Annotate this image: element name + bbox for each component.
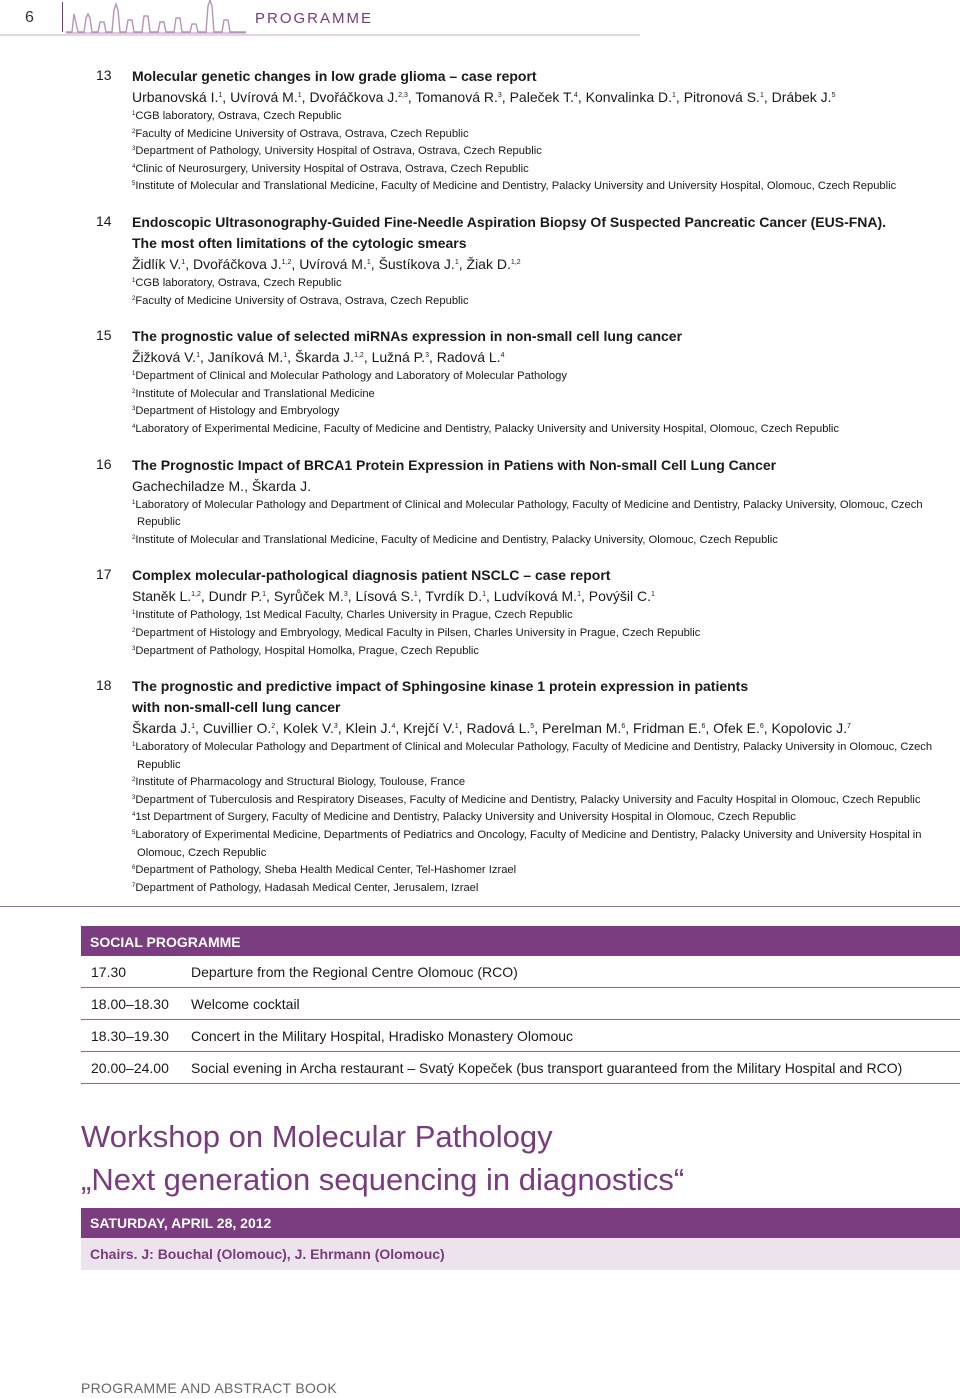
social-table-bottom-rule: [81, 1083, 960, 1084]
entry-title: The prognostic and predictive impact of Sphingosine kinase 1 protein expression in patients: [132, 678, 749, 695]
author-affiliation-mark: 1: [672, 92, 676, 99]
programme-entries: [0, 66, 960, 913]
author-name: Škarda J.: [251, 477, 311, 494]
author-name: Paleček T.: [509, 89, 574, 105]
event-description: Departure from the Regional Centre Olomouc (RCO): [191, 963, 518, 980]
entry-number: 18: [96, 677, 112, 694]
workshop-subtitle: „Next generation sequencing in diagnostics“: [81, 1162, 685, 1197]
affiliation-number: 3: [132, 645, 136, 652]
affiliation: [132, 386, 948, 404]
author-name: Drábek J.: [771, 89, 832, 105]
affiliation: [132, 293, 948, 311]
entry-title: The most often limitations of the cytologic smears: [132, 234, 467, 251]
affiliation: [132, 792, 948, 810]
affiliation-text: Department of Pathology, Hospital Homolka, Prague, Czech Republic: [135, 644, 480, 657]
entry-title: The Prognostic Impact of BRCA1 Protein Expression in Patiens with Non-small Cell Lung Cancer: [132, 456, 777, 473]
author-affiliation-mark: 5: [831, 92, 836, 99]
event-description: Concert in the Military Hospital, Hradisko Monastery Olomouc: [191, 1027, 574, 1044]
affiliation-number: 1: [132, 277, 136, 284]
affiliation-text: Department of Clinical and Molecular Pathology and Laboratory of Molecular Pathology: [135, 370, 567, 383]
entry-title: Molecular genetic changes in low grade glioma – case report: [132, 68, 537, 84]
author-affiliation-mark: 6: [701, 723, 706, 731]
affiliation-number: 1: [132, 111, 136, 117]
programme-entry: [0, 66, 960, 196]
affiliation: [132, 809, 948, 827]
entry-body: [132, 326, 948, 438]
author-name: Staněk L.: [132, 588, 192, 605]
programme-entry: [0, 676, 960, 897]
author-name: Povýšil C.: [588, 588, 651, 605]
entry-title: Complex molecular-pathological diagnosis patient NSCLC – case report: [132, 567, 611, 584]
author-name: Radová L.: [466, 720, 531, 737]
author-affiliation-mark: 1: [577, 591, 581, 599]
event-time: 20.00–24.00: [91, 1059, 169, 1076]
entry-authors: Staněk L.$^{1,2}$, Dundr P.$^1$, Syrůček M.$^3$, Lísová S.$^1$, Tvrdík D.$^1$, Ludvíková M.$^1$, Povýšil C.$^1$: [132, 588, 655, 605]
affiliation: [132, 126, 948, 144]
affiliation-number: 1: [132, 610, 136, 617]
author-name: Lísová S.: [355, 588, 414, 605]
author-affiliation-mark: 1: [366, 258, 371, 266]
workshop-title: Workshop on Molecular Pathology: [81, 1119, 553, 1154]
author-name: Tomanová R.: [415, 89, 498, 105]
author-name: Syrůček M.: [273, 588, 344, 605]
affiliation-number: 1: [132, 371, 136, 378]
affiliation: [132, 497, 948, 532]
author-affiliation-mark: 1: [196, 352, 200, 360]
author-name: Uvírová M.: [230, 89, 298, 105]
author-affiliation-mark: 1: [482, 591, 487, 599]
author-name: Klein J.: [345, 720, 392, 737]
author-affiliation-mark: 1: [297, 92, 302, 99]
affiliation-number: 2: [132, 388, 136, 395]
programme-entry: [0, 212, 960, 310]
author-name: Škarda J.: [294, 349, 355, 366]
entry-body: [132, 565, 948, 660]
social-programme-row: [81, 1052, 960, 1083]
author-affiliation-mark: 1: [218, 92, 223, 99]
affiliation: [132, 607, 948, 625]
event-time: 18.00–18.30: [91, 995, 169, 1012]
affiliation: [132, 161, 948, 179]
author-affiliation-mark: 3: [425, 352, 429, 360]
author-affiliation-mark: 3: [497, 92, 502, 99]
author-name: Konvalinka D.: [585, 89, 672, 105]
author-affiliation-mark: 1: [759, 92, 764, 99]
affiliation-number: 2: [132, 295, 136, 302]
author-name: Ofek E.: [713, 720, 760, 737]
affiliation-text: Department of Pathology, Hadasah Medical Center, Jerusalem, Izrael: [135, 881, 479, 894]
affiliation-text: Department of Tuberculosis and Respiratory Diseases, Faculty of Medicine and Dentistry, Palacky University and Faculty Hospital in Olomouc, Czech Republic: [135, 793, 921, 806]
affiliation: [132, 827, 948, 862]
entry-authors: Gachechiladze M., Škarda J.: [132, 477, 311, 494]
author-affiliation-mark: 1: [413, 591, 418, 599]
author-name: Kolek V.: [282, 720, 334, 737]
affiliation-text: Laboratory of Molecular Pathology and Department of Clinical and Molecular Pathology, Faculty of Medicine and Dentistry, Palacky University, Olomouc, Czech Republic: [135, 498, 923, 529]
affiliation-text: Department of Pathology, Sheba Health Medical Center, Tel-Hashomer Izrael: [135, 864, 517, 877]
affiliation-text: Laboratory of Molecular Pathology and Department of Clinical and Molecular Pathology, Faculty of Medicine and Dentistry, Palacky University in Olomouc, Czech Republic: [135, 741, 933, 771]
affiliation-text: Clinic of Neurosurgery, University Hospital of Ostrava, Ostrava, Czech Republic: [135, 162, 529, 175]
author-name: Žiak D.: [466, 255, 511, 272]
affiliation: [132, 143, 948, 161]
author-affiliation-mark: 1,2: [281, 258, 292, 266]
author-name: Škarda J.: [132, 720, 192, 737]
author-name: Pitronová S.: [683, 89, 760, 105]
social-programme-table: [81, 956, 960, 1083]
author-affiliation-mark: 4: [573, 92, 578, 99]
affiliation-number: 2: [132, 534, 136, 541]
affiliation-number: 1: [132, 742, 136, 749]
affiliation: [132, 625, 948, 643]
affiliation-text: Institute of Molecular and Translational Medicine, Faculty of Medicine and Dentistry, Palacky University and University Hospital, Olomouc, Czech Republic: [135, 180, 897, 193]
author-affiliation-mark: 1: [181, 258, 186, 266]
author-affiliation-mark: 1,2: [191, 591, 201, 599]
entry-number: 13: [96, 67, 112, 83]
affiliation-text: Institute of Molecular and Translational Medicine: [135, 387, 375, 400]
entry-body: [132, 66, 948, 196]
affiliation-number: 7: [132, 882, 136, 889]
affiliation-number: 6: [132, 865, 136, 872]
affiliation-text: Institute of Pathology, 1st Medical Faculty, Charles University in Prague, Czech Republic: [135, 609, 573, 622]
affiliation-number: 4: [132, 163, 136, 170]
affiliation-number: 5: [132, 830, 136, 837]
affiliation-number: 2: [132, 627, 136, 634]
affiliation: [132, 643, 948, 661]
affiliation: [132, 739, 948, 774]
author-name: Urbanovská I.: [132, 89, 219, 105]
entry-number: 14: [96, 212, 112, 229]
entry-authors: Škarda J.$^1$, Cuvillier O.$^2$, Kolek V.$^3$, Klein J.$^4$, Krejčí V.$^1$, Radová L.$^5$, Perelman M.$^6$, Fridman E.$^6$, Ofek E.$^6$, Kopolovic J.$^7$: [132, 720, 851, 737]
entry-body: [132, 676, 948, 897]
entry-number: 17: [96, 566, 112, 583]
author-affiliation-mark: 1: [650, 591, 655, 599]
social-programme-row: [81, 1020, 960, 1052]
author-name: Janíková M.: [207, 349, 284, 366]
author-affiliation-mark: 1: [454, 258, 459, 266]
programme-entry: [0, 565, 960, 660]
author-name: Dvořáčkova J.: [192, 255, 282, 272]
author-affiliation-mark: 2,3: [398, 92, 408, 99]
author-affiliation-mark: 5: [530, 723, 535, 731]
entry-authors: Žižková V.$^1$, Janíková M.$^1$, Škarda J.$^{1,2}$, Lužná P.$^3$, Radová L.$^4$: [132, 349, 505, 366]
author-affiliation-mark: 1,2: [510, 258, 521, 266]
author-name: Lužná P.: [371, 349, 426, 366]
affiliation-text: Laboratory of Experimental Medicine, Faculty of Medicine and Dentistry, Palacky University and University Hospital, Olomouc, Czech Republic: [135, 422, 840, 435]
author-name: Cuvillier O.: [202, 720, 272, 737]
entry-number: 15: [96, 327, 112, 344]
author-affiliation-mark: 4: [500, 352, 505, 360]
affiliation: [132, 178, 948, 196]
author-name: Fridman E.: [633, 720, 702, 737]
affiliation-number: 2: [132, 777, 136, 784]
author-name: Žižková V.: [132, 349, 197, 366]
author-affiliation-mark: 1: [191, 723, 196, 731]
affiliation: [132, 532, 948, 550]
author-affiliation-mark: 3: [333, 723, 338, 731]
affiliation-number: 3: [132, 406, 136, 413]
entry-body: [132, 455, 948, 550]
author-name: Perelman M.: [541, 720, 622, 737]
affiliation-text: Institute of Molecular and Translational Medicine, Faculty of Medicine and Dentistry, Palacky University, Olomouc, Czech Republic: [135, 533, 778, 546]
programme-entry: [0, 455, 960, 550]
entry-authors: Urbanovská I.$^1$, Uvírová M.$^1$, Dvořáčkova J.$^{2,3}$, Tomanová R.$^3$, Paleček T.$^4$, Konvalinka D.$^1$, Pitronová S.$^1$, Drábek J.$^5$: [132, 89, 836, 105]
social-programme-heading: SOCIAL PROGRAMME: [81, 926, 960, 956]
affiliation: [132, 862, 948, 880]
entry-title: The prognostic value of selected miRNAs expression in non-small cell lung cancer: [132, 328, 683, 345]
affiliation-text: CGB laboratory, Ostrava, Czech Republic: [135, 110, 342, 122]
event-time: 18.30–19.30: [91, 1027, 169, 1044]
affiliation-text: CGB laboratory, Ostrava, Czech Republic: [135, 276, 342, 289]
affiliation-number: 3: [132, 794, 136, 801]
author-name: Uvírová M.: [299, 255, 367, 272]
author-affiliation-mark: 7: [847, 723, 851, 731]
author-name: Tvrdík D.: [425, 588, 483, 605]
event-description: Welcome cocktail: [191, 995, 300, 1012]
author-affiliation-mark: 1: [283, 352, 288, 360]
author-name: Ludvíková M.: [493, 588, 578, 605]
author-affiliation-mark: 6: [759, 723, 764, 731]
entry-authors: Židlík V.$^1$, Dvořáčkova J.$^{1,2}$, Uvírová M.$^1$, Šustíkova J.$^1$, Žiak D.$^{1,2}$: [132, 255, 521, 272]
programme-entry: [0, 326, 960, 438]
author-name: Gachechiladze M.: [132, 477, 245, 494]
author-name: Radová L.: [436, 349, 501, 366]
affiliation-number: 3: [132, 146, 136, 153]
header-rule: [0, 0, 960, 40]
affiliation-text: Institute of Pharmacology and Structural Biology, Toulouse, France: [135, 776, 466, 789]
affiliation-number: 4: [132, 423, 136, 430]
affiliation: [132, 275, 948, 293]
author-name: Dvořáčkova J.: [309, 89, 399, 105]
affiliation: [132, 368, 948, 386]
affiliation-number: 2: [132, 128, 136, 135]
affiliation-text: Department of Pathology, University Hospital of Ostrava, Ostrava, Czech Republic: [135, 145, 542, 158]
page-number: 6: [25, 9, 34, 26]
author-affiliation-mark: 4: [391, 723, 396, 731]
social-programme-row: [81, 988, 960, 1020]
affiliation: [132, 774, 948, 792]
session-chairs: Chairs. J: Bouchal (Olomouc), J. Ehrmann (Olomouc): [81, 1238, 960, 1270]
author-affiliation-mark: 1: [262, 591, 267, 599]
affiliation-text: Department of Histology and Embryology, Medical Faculty in Pilsen, Charles University in Prague, Czech Republic: [135, 626, 701, 639]
page-header: [0, 0, 960, 40]
entry-title: Endoscopic Ultrasonography-Guided Fine-Needle Aspiration Biopsy Of Suspected Pancreatic Cancer (EUS-FNA).: [132, 213, 887, 230]
author-affiliation-mark: 6: [621, 723, 626, 731]
author-affiliation-mark: 3: [343, 591, 348, 599]
entry-number: 16: [96, 455, 112, 472]
event-description: Social evening in Archa restaurant – Svatý Kopeček (bus transport guaranteed from the Military Hospital and RCO): [191, 1059, 903, 1076]
affiliation-text: Faculty of Medicine University of Ostrava, Ostrava, Czech Republic: [135, 127, 469, 140]
affiliation-number: 1: [132, 499, 136, 506]
section-divider: [0, 906, 960, 907]
author-affiliation-mark: 2: [271, 723, 276, 731]
footer-text: PROGRAMME AND ABSTRACT BOOK: [81, 1380, 337, 1396]
event-time: 17.30: [91, 963, 127, 980]
day-heading: SATURDAY, APRIL 28, 2012: [81, 1208, 960, 1238]
affiliation-text: Faculty of Medicine University of Ostrava, Ostrava, Czech Republic: [135, 294, 469, 307]
author-affiliation-mark: 1: [454, 723, 459, 731]
author-name: Židlík V.: [132, 255, 182, 272]
affiliation-number: 4: [132, 812, 136, 819]
affiliation-text: Laboratory of Experimental Medicine, Departments of Pediatrics and Oncology, Faculty of Medicine and Dentistry, Palacky University and University Hospital in Olomouc, Czech Republic: [135, 829, 922, 859]
author-name: Kopolovic J.: [771, 720, 848, 737]
author-affiliation-mark: 1,2: [354, 352, 364, 360]
affiliation-number: 5: [132, 181, 136, 188]
affiliation: [132, 108, 948, 126]
affiliation-text: 1st Department of Surgery, Faculty of Medicine and Dentistry, Palacky University and University Hospital in Olomouc, Czech Republic: [135, 811, 796, 824]
author-name: Šustíkova J.: [378, 255, 455, 272]
section-title: PROGRAMME: [255, 10, 374, 27]
affiliation: [132, 421, 948, 439]
affiliation: [132, 403, 948, 421]
author-name: Dundr P.: [208, 588, 263, 605]
entry-body: [132, 212, 948, 310]
social-programme: [81, 926, 960, 1084]
author-name: Krejčí V.: [403, 720, 455, 737]
entry-title: with non-small-cell lung cancer: [132, 699, 341, 716]
social-programme-row: [81, 956, 960, 988]
affiliation-text: Department of Histology and Embryology: [135, 405, 340, 418]
affiliation: [132, 880, 948, 898]
